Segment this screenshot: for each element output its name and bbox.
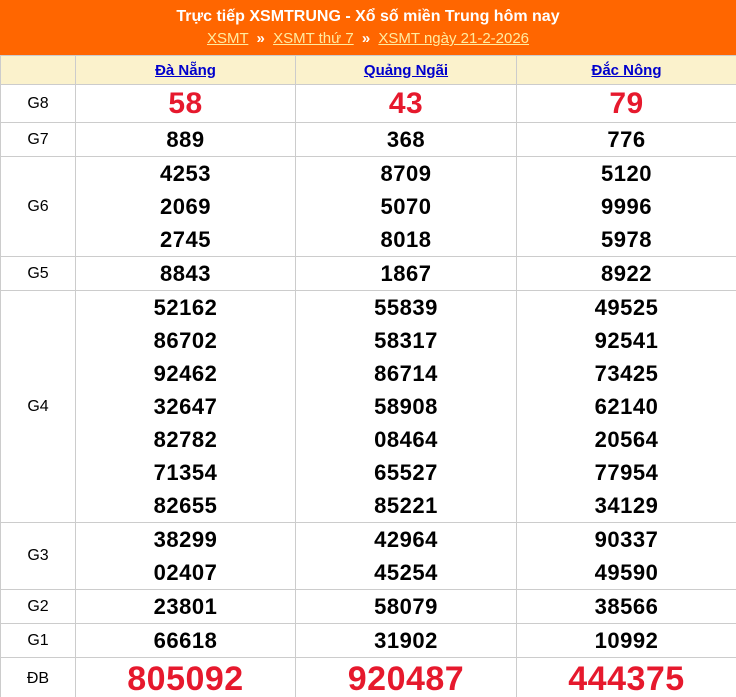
result-cell (296, 123, 517, 157)
prize-label: ĐB (1, 658, 76, 697)
prize-label: G6 (1, 157, 76, 257)
result-number: 55839 (374, 295, 438, 320)
result-cell (296, 523, 517, 590)
result-number: 368 (386, 127, 426, 152)
result-number: 66618 (153, 628, 218, 653)
result-number: 43 (388, 87, 424, 120)
table-row (1, 624, 736, 658)
result-cell (517, 624, 736, 658)
result-cell (76, 257, 296, 291)
result-cell (517, 590, 736, 624)
result-number: 776 (607, 127, 646, 152)
table-row (1, 123, 736, 157)
result-cell (517, 85, 736, 123)
result-cell (296, 624, 517, 658)
result-number: 23801 (153, 594, 218, 619)
result-number: 1867 (380, 261, 432, 286)
result-number: 42964 (374, 527, 438, 552)
corner-cell (1, 56, 76, 85)
result-number: 62140 (594, 394, 659, 419)
result-cell (76, 123, 296, 157)
result-cell (76, 658, 296, 697)
result-number: 58317 (374, 328, 438, 353)
result-number: 38566 (594, 594, 659, 619)
result-number: 45254 (374, 560, 438, 585)
result-cell (76, 624, 296, 658)
result-cell (296, 590, 517, 624)
result-cell (517, 291, 736, 523)
breadcrumb-separator: » (256, 30, 265, 47)
breadcrumb-separator: » (361, 30, 371, 47)
result-number: 77954 (594, 460, 659, 485)
result-cell (517, 157, 736, 257)
result-number: 92462 (153, 361, 218, 386)
result-number: 805092 (127, 660, 244, 697)
result-cell (296, 658, 517, 697)
result-number: 86714 (374, 361, 438, 386)
result-number: 889 (166, 127, 205, 152)
table-row (1, 157, 736, 257)
result-number: 5978 (601, 227, 652, 252)
result-number: 5120 (601, 161, 652, 186)
result-number: 34129 (594, 493, 659, 518)
result-cell (76, 157, 296, 257)
breadcrumb-link-xsmt-ngay[interactable]: XSMT ngày 21-2-2026 (378, 30, 530, 47)
prize-label: G5 (1, 257, 76, 291)
result-cell (296, 257, 517, 291)
result-number: 20564 (594, 427, 659, 452)
result-number: 2745 (160, 227, 211, 252)
result-cell (517, 658, 736, 697)
result-cell (517, 257, 736, 291)
province-header-row (1, 56, 736, 85)
prize-label: G1 (1, 624, 76, 658)
result-number: 92541 (594, 328, 659, 353)
result-number: 82655 (153, 493, 218, 518)
result-number: 10992 (594, 628, 659, 653)
result-number: 85221 (374, 493, 438, 518)
table-row (1, 85, 736, 123)
results-table (0, 55, 736, 697)
result-number: 90337 (594, 527, 659, 552)
prize-label: G7 (1, 123, 76, 157)
result-number: 71354 (153, 460, 218, 485)
result-number: 86702 (153, 328, 218, 353)
province-header-da-nang (76, 56, 296, 85)
result-cell (76, 291, 296, 523)
result-number: 49525 (594, 295, 659, 320)
result-number: 9996 (601, 194, 652, 219)
result-number: 58 (168, 87, 203, 120)
result-number: 32647 (153, 394, 218, 419)
result-cell (296, 85, 517, 123)
result-cell (296, 291, 517, 523)
result-number: 920487 (347, 660, 465, 697)
table-row (1, 291, 736, 523)
result-number: 8709 (380, 161, 432, 186)
breadcrumb (0, 29, 736, 48)
result-number: 65527 (374, 460, 438, 485)
result-number: 8922 (601, 261, 652, 286)
prize-label: G3 (1, 523, 76, 590)
result-number: 31902 (374, 628, 438, 653)
province-header-dak-nong (517, 56, 736, 85)
result-number: 52162 (153, 295, 218, 320)
result-number: 8843 (160, 261, 211, 286)
province-header-quang-ngai (296, 56, 517, 85)
page-header (0, 0, 736, 55)
prize-label: G8 (1, 85, 76, 123)
result-cell (517, 123, 736, 157)
result-number: 79 (609, 87, 644, 120)
result-number: 4253 (160, 161, 211, 186)
result-number: 49590 (594, 560, 659, 585)
result-number: 38299 (153, 527, 218, 552)
page-title: Trực tiếp XSMTRUNG - Xổ số miền Trung hôm nay (176, 8, 560, 25)
province-link-dak-nong[interactable]: Đắc Nông (591, 61, 662, 79)
result-number: 73425 (594, 361, 659, 386)
breadcrumb-link-xsmt[interactable]: XSMT (206, 30, 249, 47)
breadcrumb-link-xsmt-thu-7[interactable]: XSMT thứ 7 (273, 30, 354, 47)
result-cell (76, 523, 296, 590)
province-link-quang-ngai[interactable]: Quảng Ngãi (363, 61, 449, 79)
result-cell (76, 590, 296, 624)
prize-label: G2 (1, 590, 76, 624)
table-row (1, 523, 736, 590)
prize-label: G4 (1, 291, 76, 523)
table-row (1, 590, 736, 624)
result-number: 08464 (374, 427, 438, 452)
result-number: 444375 (568, 660, 685, 697)
province-link-da-nang[interactable]: Đà Nẵng (155, 61, 216, 79)
result-number: 8018 (380, 227, 432, 252)
result-cell (517, 523, 736, 590)
result-number: 58079 (374, 594, 438, 619)
result-cell (296, 157, 517, 257)
results-body (1, 85, 736, 697)
table-row (1, 658, 736, 697)
table-row (1, 257, 736, 291)
result-number: 2069 (160, 194, 211, 219)
result-cell (76, 85, 296, 123)
result-number: 5070 (380, 194, 432, 219)
result-number: 58908 (374, 394, 438, 419)
result-number: 82782 (153, 427, 218, 452)
result-number: 02407 (153, 560, 218, 585)
